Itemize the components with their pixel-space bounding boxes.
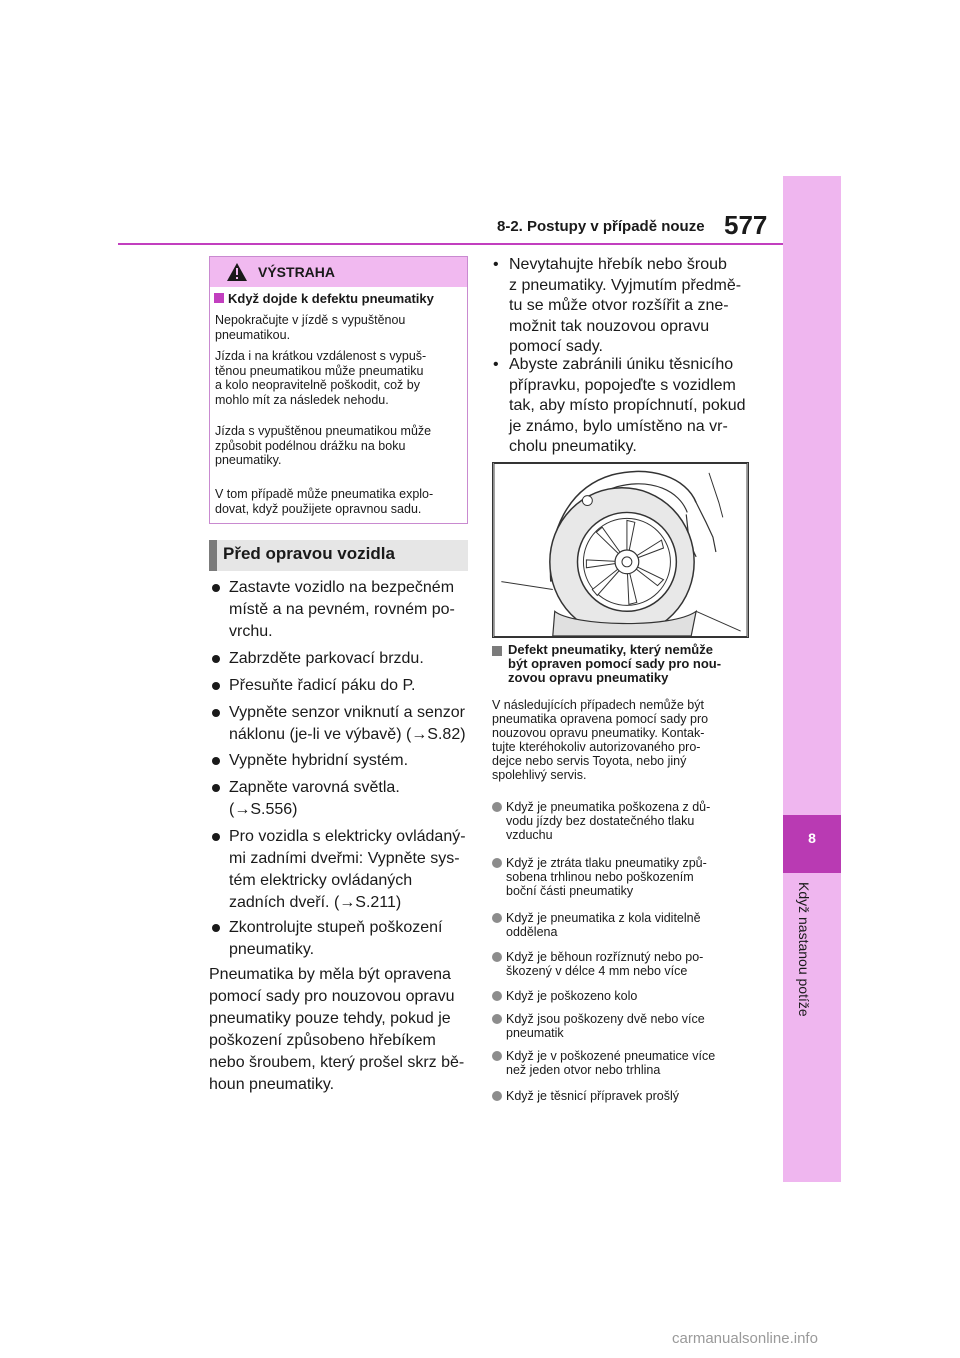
warning-header <box>210 257 467 287</box>
header-divider <box>118 243 783 245</box>
warning-subheading <box>214 291 434 306</box>
bullet-dot-icon <box>212 784 220 792</box>
square-bullet-icon <box>492 646 502 656</box>
footer-watermark: carmanualsonline.info <box>672 1330 818 1347</box>
warning-title: VÝSTRAHA <box>258 264 336 280</box>
warning-subheading-text: Když dojde k defektu pneumatiky <box>228 291 434 306</box>
page-number: 577 <box>724 210 768 240</box>
warning-paragraph: Jízda i na krátkou vzdálenost s vypuš- těnou pneumatikou může pneumatiku a kolo neopravitelně poškodit, což by mohlo mít za následek nehodu. <box>215 349 427 407</box>
warning-triangle-icon <box>226 262 248 282</box>
bullet-dot-icon <box>492 858 502 868</box>
bullet-dot-icon <box>212 709 220 717</box>
bullet-dot-icon <box>492 952 502 962</box>
bullet-dot-icon <box>212 584 220 592</box>
bullet-dot-icon <box>212 682 220 690</box>
bullet-dot-icon <box>212 655 220 663</box>
bullet-dot-icon <box>492 1051 502 1061</box>
section-heading: Před opravou vozidla <box>223 544 395 563</box>
bullet-dot-icon <box>492 1091 502 1101</box>
bullet-dot-icon <box>492 913 502 923</box>
warning-paragraph: Nepokračujte v jízdě s vypuštěnou pneumatikou. <box>215 313 406 342</box>
bullet-dot-icon <box>212 833 220 841</box>
chapter-number: 8 <box>808 830 816 846</box>
bullet-dot-icon <box>212 924 220 932</box>
bullet-dot-icon <box>212 757 220 765</box>
bullet-mark: • <box>493 356 499 373</box>
bullet-mark: • <box>493 256 499 273</box>
defect-paragraph: V následujících případech nemůže být pneumatika opravena pomocí sady pro nouzovou opravu pneumatiky. Kontak- tujte kteréhokoliv autorizovaného pro- dejce nebo servis Toyota, nebo jiný spolehlivý servis. <box>492 698 709 782</box>
bullet-dot-icon <box>492 802 502 812</box>
chapter-side-label: Když nastanou potíže <box>796 882 812 1017</box>
warning-paragraph: V tom případě může pneumatika explo- dovat, když použijete opravnou sadu. <box>215 487 434 516</box>
bullet-dot-icon <box>492 991 502 1001</box>
section-title: 8-2. Postupy v případě nouze <box>497 218 705 235</box>
bullet-dot-icon <box>492 1014 502 1024</box>
flat-tire-wheel-illustration <box>492 462 749 638</box>
square-bullet-icon <box>214 293 224 303</box>
section-heading-bar <box>209 540 217 571</box>
body-paragraph: Pneumatika by měla být opravena pomocí sady pro nouzovou opravu pneumatiky pouze tehdy, pokud je poškození způsobeno hřebíkem nebo šroubem, který prošel skrz bě- houn pneumatiky. <box>209 966 465 1093</box>
warning-paragraph: Jízda s vypuštěnou pneumatikou může způsobit podélnou drážku na boku pneumatiky. <box>215 424 432 467</box>
